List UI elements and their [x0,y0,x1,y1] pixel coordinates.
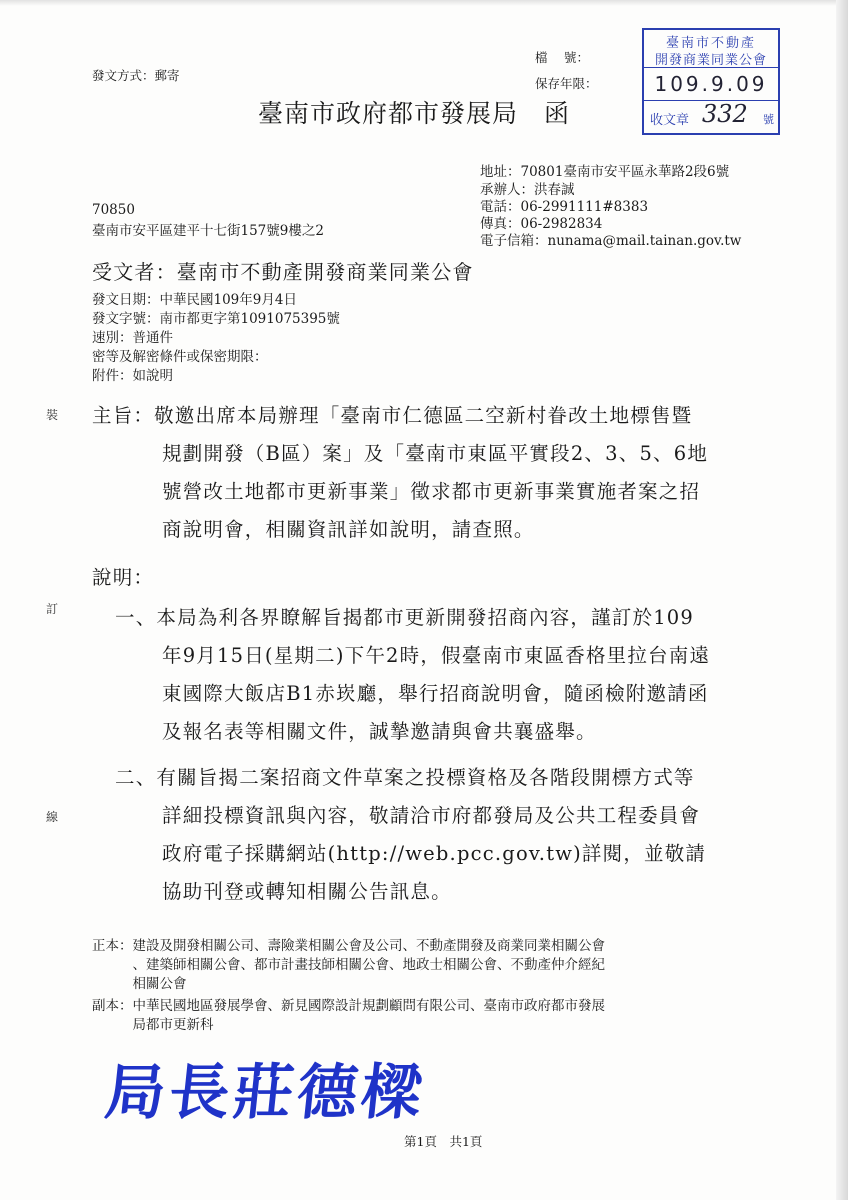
distribution-original-line: 、建築師相關公會、都市計畫技師相關公會、地政士相關公會、不動產仲介經紀 [92,957,605,973]
director-signature: 局長莊德樑 [101,1058,430,1128]
attachment: 附件：如說明 [92,368,173,384]
stamp-line2: 開發商業同業公會 [654,53,767,68]
contact-handler: 承辦人：洪春誠 [480,182,575,198]
distribution-original-line: 相關公會 [92,976,187,992]
page-footer: 第1頁 共1頁 [404,1134,483,1149]
binding-mark: 線 [46,810,59,824]
subject-line: 主旨：敬邀出席本局辦理「臺南市仁德區二空新村眷改土地標售暨 [92,404,693,427]
explanation-item1-line: 年9月15日(星期二)下午2時，假臺南市東區香格里拉台南遠 [162,644,711,667]
stamp-date: 109.9.09 [654,72,768,96]
receipt-stamp [642,28,780,135]
agency-title: 臺南市政府都市發展局 函 [258,99,571,128]
explanation-item1-line: 一、本局為利各界瞭解旨揭都市更新開發招商內容，謹訂於109 [115,606,695,629]
doc-number: 發文字號：南市都更字第1091075395號 [92,311,340,327]
explanation-item2-line: 協助刊登或轉知相關公告訊息。 [162,880,452,903]
recipient: 受文者：臺南市不動產開發商業同業公會 [92,260,474,284]
binding-mark: 裝 [46,408,59,422]
scan-top-edge [0,0,848,6]
issue-date: 發文日期：中華民國109年9月4日 [92,292,297,308]
recipient-postal: 70850 [92,202,135,218]
explanation-heading: 說明： [92,566,155,589]
send-method: 發文方式：郵寄 [92,68,180,83]
subject-line: 號營改土地都市更新事業」徵求都市更新事業實施者案之招 [162,480,701,503]
subject-line: 商說明會，相關資訊詳如說明，請查照。 [162,518,535,541]
contact-address: 地址：70801臺南市安平區永華路2段6號 [480,164,730,180]
explanation-item1-line: 東國際大飯店B1赤崁廳，舉行招商說明會，隨函檢附邀請函 [162,682,709,705]
stamp-divider [644,67,778,68]
contact-email: 電子信箱：nunama@mail.tainan.gov.tw [480,233,742,249]
distribution-copy-line: 局都市更新科 [92,1017,214,1033]
stamp-number: 332 [702,100,748,128]
retention-label: 保存年限： [535,76,598,91]
contact-fax: 傳真：06-2982834 [480,216,603,232]
security-level: 密等及解密條件或保密期限： [92,349,268,365]
explanation-item2-line: 政府電子採購網站(http://web.pcc.gov.tw)詳閱，並敬請 [162,842,707,865]
binding-mark: 訂 [46,602,59,616]
stamp-label: 收文章 [650,113,690,128]
distribution-original-line: 正本：建設及開發相關公司、壽險業相關公會及公司、不動產開發及商業同業相關公會 [92,938,605,954]
distribution-copy-line: 副本：中華民國地區發展學會、新見國際設計規劃顧問有限公司、臺南市政府都市發展 [92,998,605,1014]
stamp-suffix: 號 [763,113,774,126]
stamp-line1: 臺南市不動產 [665,36,756,51]
subject-line: 規劃開發（B區）案」及「臺南市東區平實段2、3、5、6地 [162,442,709,465]
scan-right-edge [836,0,848,1200]
speed: 速別：普通件 [92,330,173,346]
explanation-item2-line: 詳細投標資訊與內容，敬請洽市府都發局及公共工程委員會 [162,804,701,827]
explanation-item1-line: 及報名表等相關文件，誠摯邀請與會共襄盛舉。 [162,720,597,743]
file-number-label: 檔 號： [535,50,589,65]
contact-phone: 電話：06-2991111#8383 [480,199,649,215]
recipient-address: 臺南市安平區建平十七街157號9樓之2 [92,223,324,239]
explanation-item2-line: 二、有關旨揭二案招商文件草案之投標資格及各階段開標方式等 [115,766,695,789]
